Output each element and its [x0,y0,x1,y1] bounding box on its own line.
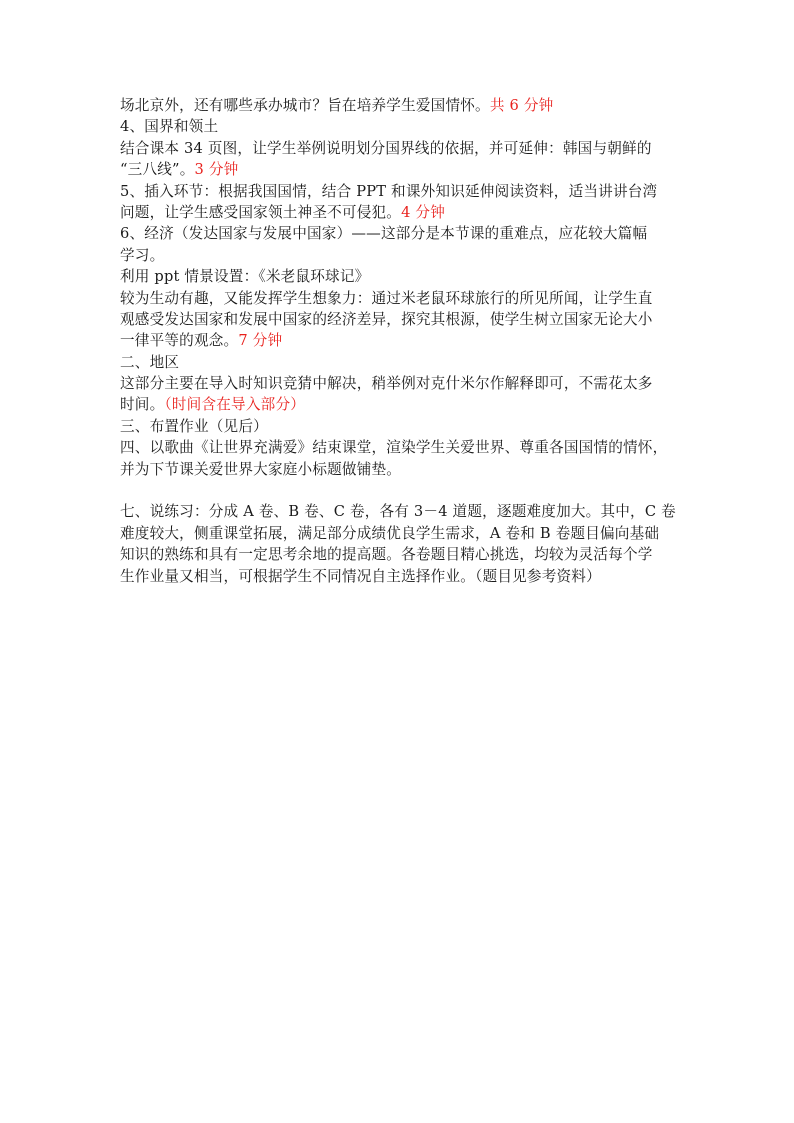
text-line [120,459,680,480]
line-text: 结合课本 34 页图，让学生举例说明划分国界线的依据，并可延伸：韩国与朝鲜的 [120,139,652,157]
line-text: 知识的熟练和具有一定思考余地的提高题。各卷题目精心挑选，均较为灵活每个学 [120,546,653,564]
line-text: 二、地区 [120,353,180,371]
line-text: 四、以歌曲《让世界充满爱》结束课堂，渲染学生关爱世界、尊重各国国情的情怀， [120,439,668,457]
line-text: “三八线”。 [120,161,195,179]
time-note: 7 分钟 [238,332,283,350]
line-text: 这部分主要在导入时知识竞猜中解决，稍举例对克什米尔作解释即可，不需花太多 [120,375,653,393]
section-heading [120,116,680,137]
section-heading [120,416,680,437]
line-text: 生作业量又相当，可根据学生不同情况自主选择作业。（题目见参考资料） [120,567,601,585]
text-line [120,266,680,287]
line-text: 5、插入环节：根据我国国情，结合 PPT 和课外知识延伸阅读资料，适当讲讲台湾 [120,182,658,200]
line-text: 较为生动有趣，又能发挥学生想象力：通过米老鼠环球旅行的所见所闻，让学生直 [120,289,653,307]
text-line [120,223,680,244]
line-text: 利用 ppt 情景设置：《米老鼠环球记》 [120,268,370,286]
line-text: 三、布置作业（见后） [120,417,268,435]
line-text: 七、说练习：分成 A 卷、B 卷、C 卷，各有 3－4 道题，逐题难度加大。其中，C 卷 [120,503,676,521]
line-text: 难度较大，侧重课堂拓展，满足部分成绩优良学生需求，A 卷和 B 卷题目偏向基础 [120,524,660,542]
text-line [120,245,680,266]
time-note: 3 分钟 [194,161,239,179]
text-line [120,138,680,159]
text-line [120,544,680,565]
line-text: 学习。 [120,246,165,264]
text-line [120,523,680,544]
text-line [120,202,680,223]
text-line [120,330,680,351]
text-line [120,566,680,587]
text-line [120,501,680,522]
text-line [120,95,680,116]
line-text: 一律平等的观念。 [120,332,239,350]
text-line [120,159,680,180]
text-line [120,309,680,330]
text-line [120,181,680,202]
text-line [120,394,680,415]
line-text: 4、国界和领土 [120,118,219,136]
text-line [120,373,680,394]
line-text: 场北京外，还有哪些承办城市？旨在培养学生爱国情怀。 [120,97,490,114]
text-line [120,288,680,309]
line-text: 6、经济（发达国家与发展中国家）——这部分是本节课的重难点，应花较大篇幅 [120,225,648,243]
time-note: （时间含在导入部分） [164,396,306,414]
section-heading [120,352,680,373]
blank-line [120,480,680,501]
time-note: 共 6 分钟 [489,97,554,114]
document-page [120,95,680,587]
time-note: 4 分钟 [401,203,446,221]
line-text: 时间。 [120,396,165,414]
line-text: 问题，让学生感受国家领土神圣不可侵犯。 [120,203,402,221]
line-text: 并为下节课关爱世界大家庭小标题做铺垫。 [120,460,402,478]
text-line [120,437,680,458]
line-text: 观感受发达国家和发展中国家的经济差异，探究其根源，使学生树立国家无论大小 [120,310,653,328]
